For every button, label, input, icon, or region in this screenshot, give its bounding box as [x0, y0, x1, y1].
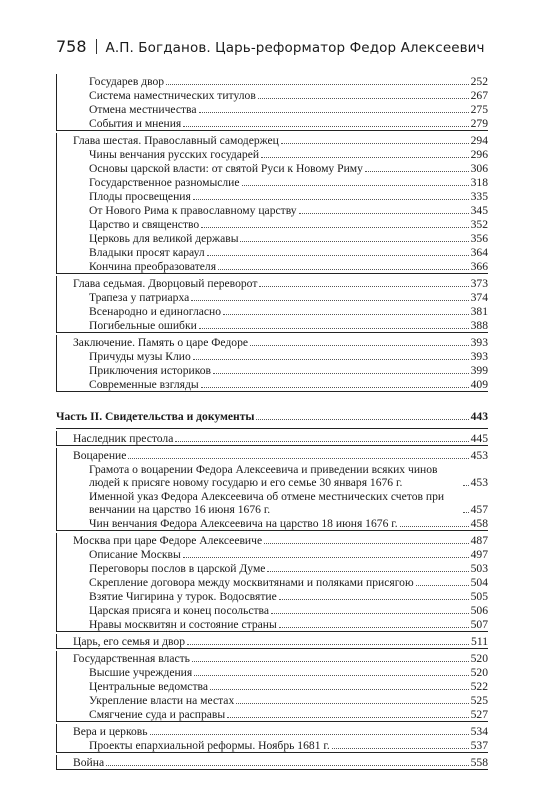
toc-section-group — [56, 276, 488, 333]
toc-subentry[interactable] — [57, 547, 488, 561]
toc-subentry[interactable] — [57, 203, 488, 217]
toc-page-number: 318 — [470, 175, 488, 189]
toc-leader-dots — [191, 300, 468, 301]
toc-leader-dots — [192, 661, 469, 662]
toc-page-number: 453 — [470, 448, 488, 462]
toc-subentry[interactable] — [57, 175, 488, 189]
toc-subentry[interactable] — [57, 462, 488, 489]
toc-page-number: 352 — [470, 217, 488, 231]
toc-entry-title: Всенародно и единогласно — [89, 304, 222, 318]
toc-subentry[interactable] — [57, 161, 488, 175]
toc-leader-dots — [261, 157, 469, 158]
toc-entry-title: Трапеза у патриарха — [89, 290, 190, 304]
toc-entry-title: Переговоры послов в царской Думе — [89, 561, 266, 575]
toc-leader-dots — [242, 185, 469, 186]
toc-leader-dots — [187, 644, 469, 645]
toc-page-number: 279 — [470, 116, 488, 130]
toc-entry-title: Царская присяга и конец посольства — [89, 603, 270, 617]
toc-leader-dots — [279, 599, 469, 600]
toc-entry-title: Плоды просвещения — [89, 189, 191, 203]
toc-page-number: 373 — [470, 276, 488, 290]
toc-entry-title: Москва при царе Федоре Алексеевиче — [73, 533, 263, 547]
toc-page-number: 503 — [470, 561, 488, 575]
toc-page-number: 497 — [470, 547, 488, 561]
toc-page-number: 537 — [470, 738, 488, 752]
toc-leader-dots — [256, 419, 468, 420]
toc-entry-title: Основы царской власти: от святой Руси к Новому Риму — [89, 161, 363, 175]
toc-leader-dots — [259, 286, 468, 287]
toc-subentry[interactable] — [57, 102, 488, 116]
toc-section-group — [56, 724, 488, 753]
toc-chapter-entry[interactable] — [57, 335, 488, 349]
toc-entry-title: Центральные ведомства — [89, 679, 208, 693]
toc-entry-title: Проекты епархиальной реформы. Ноябрь 1681 г. — [89, 738, 330, 752]
toc-subentry[interactable] — [57, 290, 488, 304]
toc-section-group — [56, 533, 488, 632]
toc-entry-title: Приключения историков — [89, 363, 212, 377]
toc-subentry[interactable] — [57, 245, 488, 259]
toc-subentry[interactable] — [57, 707, 488, 721]
toc-entry-title: Церковь для великой державы — [89, 231, 239, 245]
toc-page-number: 504 — [470, 575, 488, 589]
toc-page-number: 252 — [470, 74, 488, 88]
toc-page-number: 364 — [470, 245, 488, 259]
toc-section-group — [56, 651, 488, 722]
toc-subentry[interactable] — [57, 363, 488, 377]
toc-entry-title: Высшие учреждения — [89, 665, 193, 679]
toc-entry-title: Наследник престола — [73, 431, 174, 445]
toc-subentry[interactable] — [57, 318, 488, 332]
toc-entry-title: Глава шестая. Православный самодержец — [73, 133, 279, 147]
toc-page-number: 457 — [470, 502, 488, 516]
toc-subentry[interactable] — [57, 304, 488, 318]
toc-entry-title: Грамота о воцарении Федора Алексеевича и приведении всяких чинов людей к присяге новому государю и его семье 30 января 1676 г. — [89, 462, 438, 489]
toc-leader-dots — [213, 373, 469, 374]
toc-leader-dots — [223, 314, 469, 315]
toc-entry-title: Государственное разномыслие — [89, 175, 240, 189]
toc-entry-title: Владыки просят караул — [89, 245, 205, 259]
toc-leader-dots — [210, 689, 469, 690]
toc-entry-title: Воцарение — [73, 448, 127, 462]
toc-leader-dots — [201, 227, 468, 228]
toc-leader-dots — [207, 255, 469, 256]
toc-entry-title: Война — [73, 755, 105, 769]
toc-subentry[interactable] — [57, 561, 488, 575]
toc-subentry[interactable] — [57, 679, 488, 693]
toc-page-number: 506 — [470, 603, 488, 617]
toc-page-number: 306 — [470, 161, 488, 175]
toc-chapter-entry[interactable] — [57, 133, 488, 147]
toc-subentry[interactable] — [57, 231, 488, 245]
toc-leader-dots — [258, 98, 469, 99]
toc-leader-dots — [463, 512, 469, 513]
toc-entry-title: События и мнения — [89, 116, 182, 130]
toc-leader-dots — [106, 765, 469, 766]
toc-page-number: 445 — [470, 431, 488, 445]
toc-subentry[interactable] — [57, 589, 488, 603]
toc-entry-title: Часть II. Свидетельства и документы — [56, 410, 255, 423]
toc-page-number: 534 — [470, 724, 488, 738]
toc-entry-title: Система наместнических титулов — [89, 88, 256, 102]
toc-page-number: 335 — [470, 189, 488, 203]
toc-subentry[interactable] — [57, 603, 488, 617]
toc-leader-dots — [271, 613, 469, 614]
toc-page-number: 520 — [470, 665, 488, 679]
toc-subentry[interactable] — [57, 116, 488, 130]
toc-leader-dots — [279, 627, 469, 628]
toc-subentry[interactable] — [57, 693, 488, 707]
toc-page-number: 267 — [470, 88, 488, 102]
toc-chapter-entry[interactable] — [57, 533, 488, 547]
toc-entry-title: Кончина преобразователя — [89, 259, 217, 273]
page-number: 758 — [56, 37, 87, 56]
toc-entry-title: Описание Москвы — [89, 547, 181, 561]
toc-entry-title: Чин венчания Федора Алексеевича на царство 18 июня 1676 г. — [89, 516, 398, 530]
toc-page-number: 275 — [470, 102, 488, 116]
toc-section-group — [56, 335, 488, 392]
toc-entry-title: От Нового Рима к православному царству — [89, 203, 297, 217]
toc-entry-title: Причуды музы Клио — [89, 349, 191, 363]
toc-leader-dots — [128, 458, 468, 459]
toc-leader-dots — [240, 241, 468, 242]
toc-subentry[interactable] — [57, 349, 488, 363]
toc-page-number: 458 — [470, 516, 488, 530]
toc-entry-title: Государственная власть — [73, 651, 190, 665]
toc-leader-dots — [199, 112, 469, 113]
toc-leader-dots — [166, 84, 469, 85]
toc-leader-dots — [194, 675, 468, 676]
toc-page-number: 381 — [470, 304, 488, 318]
toc-page-number: 525 — [470, 693, 488, 707]
toc-leader-dots — [201, 387, 469, 388]
running-title: А.П. Богданов. Царь-реформатор Федор Алексеевич — [105, 40, 485, 56]
toc-entry-title: Государев двор — [89, 74, 165, 88]
toc-entry-title: Нравы москвитян и состояние страны — [89, 617, 277, 631]
toc-chapter-entry[interactable] — [57, 431, 488, 445]
toc-section-group — [56, 755, 488, 770]
toc-chapter-entry[interactable] — [57, 276, 488, 290]
toc-page-number: 409 — [470, 377, 488, 391]
header-divider — [96, 39, 97, 54]
toc-entry-title: Смягчение суда и расправы — [89, 707, 226, 721]
toc-page-number: 393 — [470, 335, 488, 349]
toc-subentry[interactable] — [57, 189, 488, 203]
toc-subentry[interactable] — [57, 575, 488, 589]
toc-page-number: 443 — [470, 410, 488, 423]
toc-leader-dots — [332, 748, 469, 749]
toc-subentry[interactable] — [57, 738, 488, 752]
toc-entry-title: Вера и церковь — [73, 724, 148, 738]
toc-leader-dots — [463, 485, 469, 486]
toc-entry-title: Именной указ Федора Алексеевича об отмене местнических счетов при венчании на царство 16 июня 1676 г. — [89, 489, 445, 516]
toc-leader-dots — [183, 126, 468, 127]
toc-page-number: 296 — [470, 147, 488, 161]
toc-page-number: 374 — [470, 290, 488, 304]
toc-entry-title: Скрепление договора между москвитянами и поляками присягою — [89, 575, 414, 589]
toc-entry-title: Глава седьмая. Дворцовый переворот — [73, 276, 258, 290]
toc-subentry[interactable] — [57, 665, 488, 679]
toc-page-number: 487 — [470, 533, 488, 547]
toc-page-number: 527 — [470, 707, 488, 721]
toc-leader-dots — [236, 703, 468, 704]
toc-page-number: 388 — [470, 318, 488, 332]
table-of-contents — [56, 74, 488, 770]
toc-chapter-entry[interactable] — [57, 448, 488, 462]
toc-page-number: 511 — [471, 634, 488, 648]
toc-leader-dots — [193, 359, 469, 360]
toc-leader-dots — [150, 734, 469, 735]
toc-leader-dots — [267, 571, 468, 572]
toc-leader-dots — [250, 345, 469, 346]
toc-page-number: 366 — [470, 259, 488, 273]
toc-subentry[interactable] — [57, 147, 488, 161]
toc-leader-dots — [218, 269, 469, 270]
toc-entry-title: Отмена местничества — [89, 102, 197, 116]
toc-leader-dots — [416, 585, 469, 586]
toc-leader-dots — [175, 441, 468, 442]
toc-page-number: 345 — [470, 203, 488, 217]
toc-page-number: 393 — [470, 349, 488, 363]
toc-page-number: 453 — [470, 475, 488, 489]
toc-entry-title: Заключение. Память о царе Федоре — [73, 335, 249, 349]
toc-section-group — [56, 634, 488, 649]
toc-entry-title: Современные взгляды — [89, 377, 199, 391]
toc-section-group — [56, 133, 488, 274]
toc-leader-dots — [400, 526, 469, 527]
running-header — [56, 37, 485, 56]
toc-subentry[interactable] — [57, 377, 488, 391]
toc-leader-dots — [193, 199, 469, 200]
toc-chapter-entry[interactable] — [57, 651, 488, 665]
toc-page-number: 507 — [470, 617, 488, 631]
toc-subentry[interactable] — [57, 617, 488, 631]
toc-subentry[interactable] — [57, 259, 488, 273]
toc-page-number: 558 — [470, 755, 488, 769]
toc-section-group — [56, 74, 488, 131]
toc-chapter-entry[interactable] — [57, 634, 488, 648]
toc-entry-title: Царство и священство — [89, 217, 200, 231]
toc-subentry[interactable] — [57, 217, 488, 231]
toc-leader-dots — [227, 717, 468, 718]
toc-leader-dots — [264, 543, 468, 544]
toc-page-number: 294 — [470, 133, 488, 147]
toc-entry-title: Царь, его семья и двор — [73, 634, 185, 648]
toc-chapter-entry[interactable] — [57, 724, 488, 738]
toc-part-entry[interactable] — [56, 408, 488, 424]
toc-entry-title: Погибельные ошибки — [89, 318, 197, 332]
toc-page-number: 399 — [470, 363, 488, 377]
toc-part-group — [56, 408, 488, 429]
toc-page-number: 356 — [470, 231, 488, 245]
group-spacer — [56, 392, 488, 408]
toc-page-number: 520 — [470, 651, 488, 665]
toc-leader-dots — [365, 171, 469, 172]
toc-leader-dots — [299, 213, 469, 214]
toc-subentry[interactable] — [57, 88, 488, 102]
toc-leader-dots — [199, 328, 469, 329]
toc-page-number: 505 — [470, 589, 488, 603]
toc-section-group — [56, 431, 488, 446]
toc-entry-title: Укрепление власти на местах — [89, 693, 235, 707]
toc-page-number: 522 — [470, 679, 488, 693]
toc-subentry[interactable] — [57, 489, 488, 516]
toc-leader-dots — [281, 143, 469, 144]
toc-section-group — [56, 448, 488, 531]
toc-subentry[interactable] — [57, 516, 488, 530]
toc-entry-title: Чины венчания русских государей — [89, 147, 260, 161]
toc-entry-title: Взятие Чигирина у турок. Водосвятие — [89, 589, 277, 603]
toc-subentry[interactable] — [57, 74, 488, 88]
toc-leader-dots — [183, 557, 469, 558]
toc-chapter-entry[interactable] — [57, 755, 488, 769]
